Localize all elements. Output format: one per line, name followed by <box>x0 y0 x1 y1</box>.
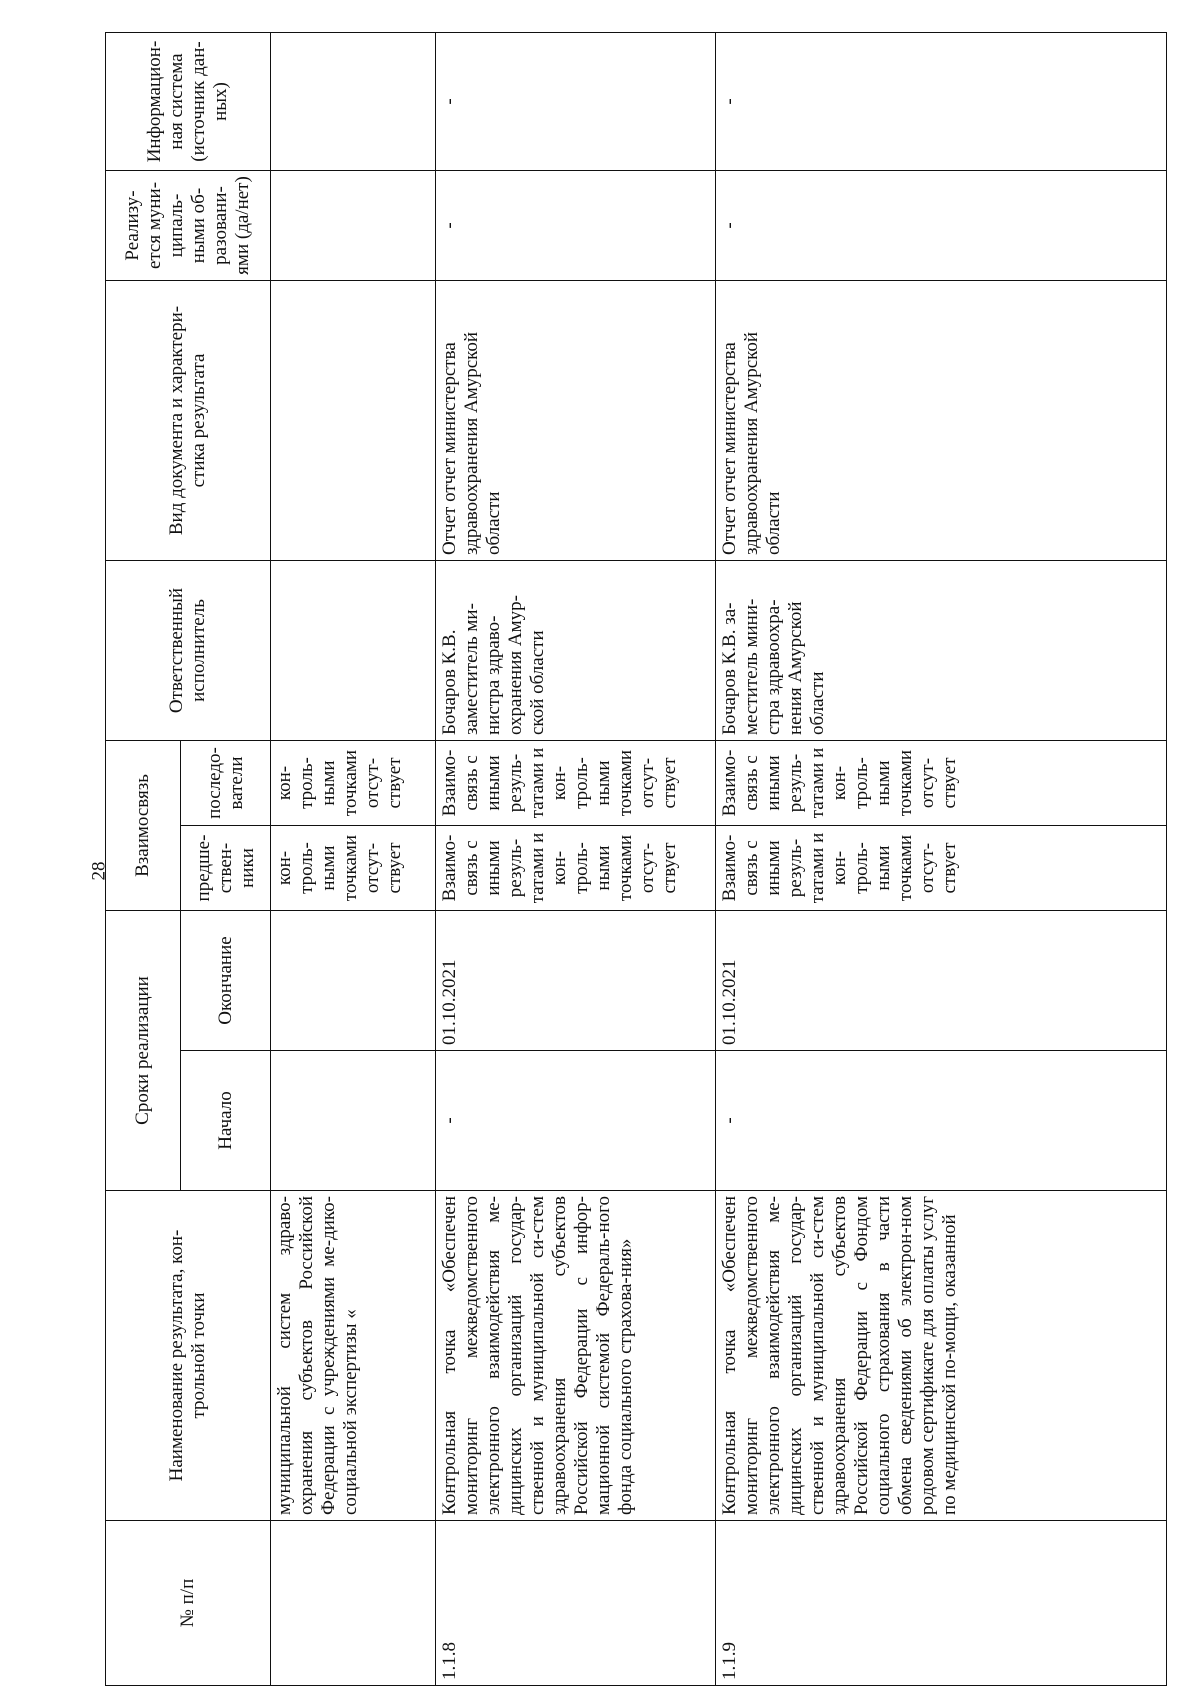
header-responsible: Ответственный исполнитель <box>106 561 271 741</box>
row-document: Отчет отчет министерства здравоохранения Амурской области <box>436 281 716 561</box>
row-end: 01.10.2021 <box>716 911 1167 1051</box>
header-municipal: Реализу-ется муни-ципаль-ными об-разовани-ями (да/нет) <box>106 171 271 281</box>
header-predecessors: предше-ствен-ники <box>181 826 271 911</box>
row-start <box>271 1051 436 1191</box>
row-successors: Взаимо-связь с иными резуль-татами и кон-троль-ными точками отсут-ствует <box>716 741 1167 826</box>
row-successors: кон-троль-ными точками отсут-ствует <box>271 741 436 826</box>
row-municipal: - <box>716 171 1167 281</box>
row-document: Отчет отчет министерства здравоохранения Амурской области <box>716 281 1167 561</box>
row-num: 1.1.8 <box>436 1521 716 1686</box>
header-relation: Взаимосвязь <box>106 741 181 911</box>
row-info-system: - <box>716 33 1167 171</box>
page-number: 28 <box>88 861 110 881</box>
row-num <box>271 1521 436 1686</box>
row-start: - <box>436 1051 716 1191</box>
row-predecessors: кон-троль-ными точками отсут-ствует <box>271 826 436 911</box>
row-responsible: Бочаров К.В. заместитель ми-нистра здраво-охранения Амур-ской области <box>436 561 716 741</box>
header-num: № п/п <box>106 1521 271 1686</box>
table-row <box>271 33 436 1686</box>
row-num: 1.1.9 <box>716 1521 1167 1686</box>
row-predecessors: Взаимо-связь с иными резуль-татами и кон-троль-ными точками отсут-ствует <box>436 826 716 911</box>
row-end: 01.10.2021 <box>436 911 716 1051</box>
row-end <box>271 911 436 1051</box>
header-document: Вид документа и характери-стика результата <box>106 281 271 561</box>
row-name: Контрольная точка «Обеспечен мониторинг межведомственного электронного взаимодействия ме-дицинских организаций государ-ственной и муниципальной си-стем здравоохранения субъектов Российской Федерации с инфор-мационной системой Федераль-ного фонда социального страхова-ния» <box>436 1191 716 1521</box>
row-municipal: - <box>436 171 716 281</box>
row-responsible: Бочаров К.В. за-меститель мини-стра здравоохра-нения Амурской области <box>716 561 1167 741</box>
row-municipal <box>271 171 436 281</box>
table-row <box>436 33 716 1686</box>
row-start: - <box>716 1051 1167 1191</box>
header-successors: последо-ватели <box>181 741 271 826</box>
plan-table <box>105 32 1167 1686</box>
rotated-table-container <box>105 33 1167 1686</box>
header-start: Начало <box>181 1051 271 1191</box>
row-name: муниципальной систем здраво-охранения субъектов Российской Федерации с учреждениями ме-дико-социальной экспертизы « <box>271 1191 436 1521</box>
row-info-system <box>271 33 436 171</box>
row-info-system: - <box>436 33 716 171</box>
row-successors: Взаимо-связь с иными резуль-татами и кон-троль-ными точками отсут-ствует <box>436 741 716 826</box>
row-predecessors: Взаимо-связь с иными резуль-татами и кон-троль-ными точками отсут-ствует <box>716 826 1167 911</box>
header-name: Наименование результата, кон-трольной точки <box>106 1191 271 1521</box>
header-row-1 <box>106 33 181 1686</box>
table-row <box>716 33 1167 1686</box>
header-end: Окончание <box>181 911 271 1051</box>
row-name: Контрольная точка «Обеспечен мониторинг межведомственного электронного взаимодействия ме-дицинских организаций государ-ственной и муниципальной си-стем здравоохранения субъектов Российской Федерации с Фондом социального страхования в части обмена сведениями об электрон-ном родовом сертификате для оплаты услуг по медицинской по-мощи, оказанной <box>716 1191 1167 1521</box>
header-info-system: Информацион-ная система (источник дан-ных) <box>106 33 271 171</box>
row-document <box>271 281 436 561</box>
header-deadlines: Сроки реализации <box>106 911 181 1191</box>
row-responsible <box>271 561 436 741</box>
